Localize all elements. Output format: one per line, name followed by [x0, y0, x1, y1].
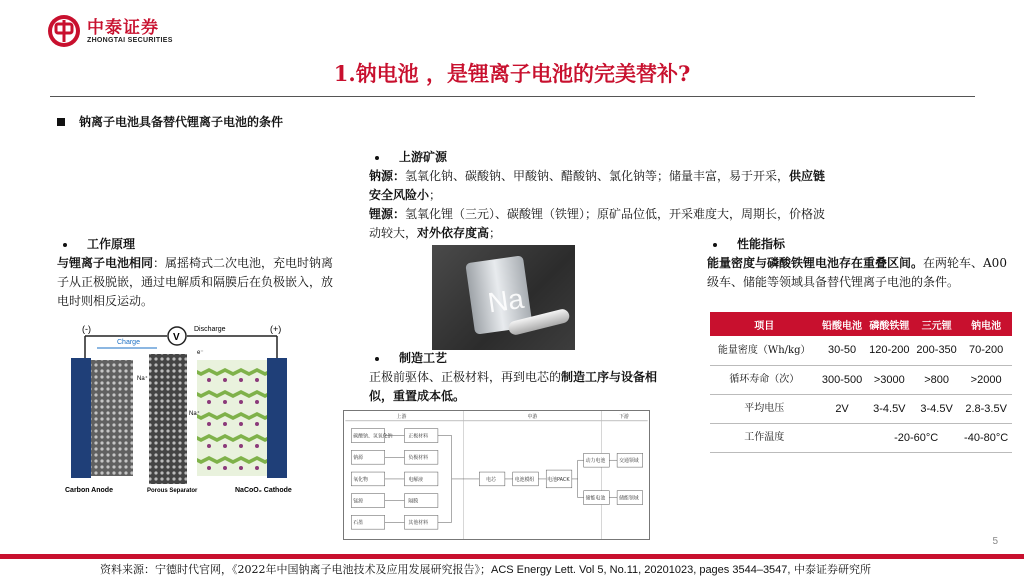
- performance-highlight: 能量密度与磷酸铁锂电池存在重叠区间。: [707, 256, 924, 270]
- principle-highlight: 与锂离子电池相同: [57, 256, 154, 270]
- sodium-ion-label: Na⁺: [189, 411, 200, 417]
- lithium-source-end: ；: [489, 226, 502, 240]
- storage-battery-label: 储能电池: [585, 495, 606, 502]
- table-cell: >2000: [960, 365, 1012, 394]
- power-battery-label: 动力电池: [585, 458, 606, 465]
- section-heading: [57, 113, 283, 130]
- lithium-source-label: 锂源：: [369, 207, 406, 221]
- carbon-anode: [91, 360, 133, 476]
- table-header-cell: 磷酸铁锂: [866, 312, 913, 336]
- table-cell: -20-60°C: [818, 423, 960, 452]
- battery-comparison-table: [710, 312, 1012, 453]
- bullet-icon: [375, 357, 379, 361]
- table-cell: 2.8-3.5V: [960, 394, 1012, 423]
- table-header-cell: 铅酸电池: [818, 312, 865, 336]
- electron-label: e⁻: [197, 350, 204, 356]
- row-label: 工作温度: [710, 423, 818, 452]
- table-header-cell: 项目: [710, 312, 818, 336]
- table-cell: >3000: [866, 365, 913, 394]
- material-label: 负极材料: [408, 455, 429, 462]
- table-row: [710, 365, 1012, 394]
- charge-label: Charge: [117, 339, 140, 346]
- separator-label: Porous Separator: [147, 488, 198, 494]
- sodium-ion-principle-diagram: [57, 320, 302, 498]
- table-cell: >800: [913, 365, 960, 394]
- square-bullet-icon: [57, 118, 65, 126]
- raw-material-label: 石墨: [353, 520, 364, 527]
- storage-application-label: 储能领域: [619, 495, 639, 502]
- bullet-icon: [375, 156, 379, 160]
- brand-name-cn: 中泰证券: [87, 17, 159, 38]
- table-cell: 3-4.5V: [913, 394, 960, 423]
- manufacturing-heading: 制造工艺: [399, 351, 448, 365]
- upstream-stage-label: 上游: [396, 413, 407, 420]
- discharge-label: Discharge: [194, 326, 226, 333]
- upstream-block: [369, 148, 829, 243]
- table-row: [710, 423, 1012, 452]
- anode-collector: [71, 358, 91, 478]
- brand-logo: [47, 14, 173, 48]
- source-cn: 资料来源：宁德时代官网，《2022年中国钠离子电池技术及应用发展研究报告》；: [100, 563, 491, 576]
- upstream-heading: 上游矿源: [399, 150, 448, 164]
- sodium-source-end: ；: [429, 188, 442, 202]
- pack-label: 电池PACK: [547, 476, 570, 483]
- downstream-stage-label: 下游: [619, 413, 629, 420]
- cathode-label: NaCoO₂ Cathode: [235, 487, 292, 494]
- negative-terminal-label: (-): [82, 324, 91, 334]
- raw-material-label: 碳酸钠、氢氧化钠: [353, 433, 393, 440]
- nacoo2-cathode: [197, 360, 267, 476]
- carbon-anode-label: Carbon Anode: [65, 487, 113, 494]
- table-cell: 200-350: [913, 336, 960, 365]
- voltmeter-label: V: [173, 332, 180, 343]
- porous-separator: [149, 354, 187, 484]
- principle-text: ：属摇椅式二次电池，充电时钠离子从正极脱嵌，通过电解质和隔膜后在负极嵌入，放电时则相反运动。: [57, 256, 334, 308]
- sodium-ion-label: Na⁺: [137, 376, 148, 382]
- performance-text: 在两轮车、A00级车、储能等领域具备替代锂离子电池的条件。: [707, 256, 1007, 289]
- material-label: 正极材料: [408, 433, 429, 440]
- row-label: 平均电压: [710, 394, 818, 423]
- table-row: [710, 336, 1012, 365]
- sodium-source-highlight: 供应链安全风险小: [369, 169, 826, 202]
- bullet-icon: [63, 243, 67, 247]
- sodium-battery-photo: [432, 245, 575, 350]
- table-header-cell: 钠电池: [960, 312, 1012, 336]
- raw-material-label: 钠源: [353, 455, 364, 462]
- table-header-cell: 三元锂: [913, 312, 960, 336]
- table-cell: -40-80°C: [960, 423, 1012, 452]
- table-cell: 2V: [818, 394, 865, 423]
- sodium-source-label: 钠源：: [369, 169, 406, 183]
- cell-label: 电芯: [486, 476, 496, 483]
- manufacturing-text: 正极前驱体、正极材料，再到电芯的: [369, 370, 562, 384]
- cathode-collector: [267, 358, 287, 478]
- midstream-stage-label: 中游: [527, 413, 538, 420]
- lithium-source-text: 氢氧化锂（三元）、碳酸锂（铁锂）；原矿品位低，开采难度大，周期长，价格波动较大，: [369, 207, 826, 240]
- table-cell: 3-4.5V: [866, 394, 913, 423]
- table-cell: 300-500: [818, 365, 865, 394]
- page-number: 5: [992, 536, 998, 547]
- source-en: ACS Energy Lett. Vol 5, No.11, 20201023, pages 3544–3547,: [491, 564, 791, 576]
- principle-block: [57, 235, 335, 311]
- manufacturing-highlight: 制造工序与设备相似，重置成本低。: [369, 370, 658, 403]
- raw-material-label: 氧化物: [353, 476, 368, 483]
- row-label: 能量密度（Wh/kg）: [710, 336, 818, 365]
- brand-name-en: ZHONGTAI SECURITIES: [87, 36, 173, 44]
- svg-text:Na: Na: [485, 282, 526, 319]
- logo-mark-icon: [47, 14, 81, 48]
- material-label: 电解液: [408, 476, 424, 483]
- table-row: [710, 394, 1012, 423]
- performance-block: [707, 235, 1007, 292]
- row-label: 循环寿命（次）: [710, 365, 818, 394]
- raw-material-label: 锰源: [353, 498, 364, 505]
- table-header-row: [710, 312, 1012, 336]
- principle-heading: 工作原理: [87, 237, 136, 251]
- sodium-source-text: 氢氧化钠、碳酸钠、甲酸钠、醋酸钠、氯化钠等；储量丰富，易于开采，: [405, 169, 790, 183]
- performance-heading: 性能指标: [737, 237, 786, 251]
- material-label: 隔膜: [408, 498, 419, 505]
- table-cell: 30-50: [818, 336, 865, 365]
- table-cell: 120-200: [866, 336, 913, 365]
- slide-title: 1.钠电池 ，是锂离子电池的完美替补?: [333, 61, 691, 86]
- material-label: 其他材料: [408, 520, 429, 527]
- bullet-icon: [713, 243, 717, 247]
- footer-bar: [0, 554, 1024, 559]
- source-org: 中泰证券研究所: [793, 563, 871, 576]
- industry-chain-diagram: [343, 410, 650, 540]
- manufacturing-block: [369, 349, 659, 406]
- lithium-source-highlight: 对外依存度高: [417, 226, 490, 240]
- upstream-sodium-line: [369, 167, 829, 205]
- section-heading-text: 钠离子电池具备替代锂离子电池的条件: [79, 115, 284, 129]
- table-cell: 70-200: [960, 336, 1012, 365]
- source-note: [100, 561, 871, 576]
- transport-application-label: 交通领域: [619, 458, 639, 465]
- title-divider: [50, 96, 975, 97]
- positive-terminal-label: (+): [270, 324, 282, 334]
- module-label: 电池模组: [514, 476, 535, 483]
